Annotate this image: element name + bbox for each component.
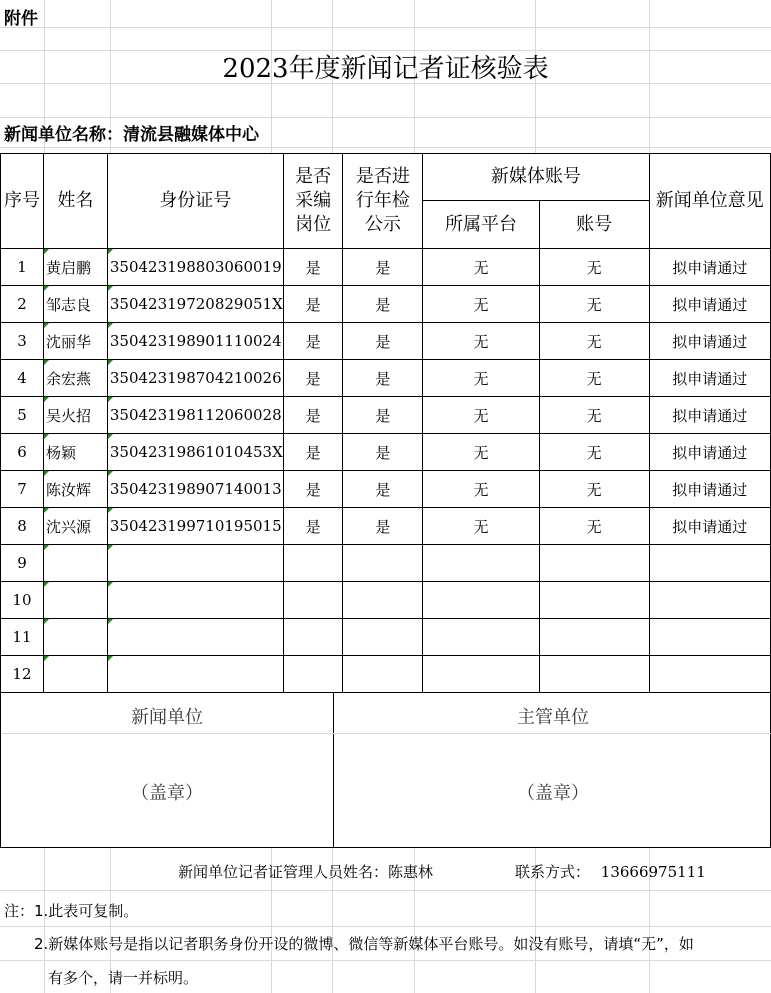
row-no: 6 bbox=[1, 434, 44, 471]
row-no: 12 bbox=[1, 656, 44, 693]
table-body bbox=[1, 249, 771, 693]
row-account bbox=[539, 656, 649, 693]
row-account: 无 bbox=[539, 434, 649, 471]
supervisor-unit-title: 主管单位 bbox=[517, 707, 589, 728]
row-account bbox=[539, 545, 649, 582]
row-name: 沈丽华 bbox=[43, 323, 107, 360]
row-post bbox=[283, 619, 343, 656]
row-platform: 无 bbox=[423, 471, 540, 508]
row-id-number: 350423199710195015 bbox=[107, 508, 283, 545]
row-post: 是 bbox=[283, 508, 343, 545]
table-row bbox=[1, 434, 771, 471]
table-row bbox=[1, 323, 771, 360]
news-unit-stamp: （盖章） bbox=[131, 783, 203, 804]
row-post: 是 bbox=[283, 471, 343, 508]
row-name: 邹志良 bbox=[43, 286, 107, 323]
row-name bbox=[43, 619, 107, 656]
row-name: 陈汝辉 bbox=[43, 471, 107, 508]
row-platform: 无 bbox=[423, 323, 540, 360]
row-account bbox=[539, 582, 649, 619]
row-publicity bbox=[343, 545, 423, 582]
row-opinion bbox=[649, 582, 770, 619]
row-publicity: 是 bbox=[343, 360, 423, 397]
row-post: 是 bbox=[283, 434, 343, 471]
row-publicity: 是 bbox=[343, 249, 423, 286]
row-post: 是 bbox=[283, 323, 343, 360]
row-opinion: 拟申请通过 bbox=[649, 397, 770, 434]
row-name: 杨颖 bbox=[43, 434, 107, 471]
row-no: 2 bbox=[1, 286, 44, 323]
row-name bbox=[43, 582, 107, 619]
row-post bbox=[283, 582, 343, 619]
row-name bbox=[43, 656, 107, 693]
row-publicity bbox=[343, 619, 423, 656]
table-row bbox=[1, 619, 771, 656]
row-name bbox=[43, 545, 107, 582]
row-opinion bbox=[649, 656, 770, 693]
header-no: 序号 bbox=[1, 154, 44, 249]
row-opinion: 拟申请通过 bbox=[649, 286, 770, 323]
table-row bbox=[1, 286, 771, 323]
row-platform: 无 bbox=[423, 397, 540, 434]
row-account: 无 bbox=[539, 471, 649, 508]
row-publicity bbox=[343, 582, 423, 619]
row-opinion: 拟申请通过 bbox=[649, 508, 770, 545]
row-publicity: 是 bbox=[343, 397, 423, 434]
row-post bbox=[283, 656, 343, 693]
row-platform: 无 bbox=[423, 360, 540, 397]
news-unit-title: 新闻单位 bbox=[131, 707, 203, 728]
row-no: 10 bbox=[1, 582, 44, 619]
row-opinion: 拟申请通过 bbox=[649, 434, 770, 471]
row-publicity bbox=[343, 656, 423, 693]
table-row bbox=[1, 471, 771, 508]
row-platform: 无 bbox=[423, 508, 540, 545]
row-publicity: 是 bbox=[343, 286, 423, 323]
table-row bbox=[1, 545, 771, 582]
row-id-number: 350423198704210026 bbox=[107, 360, 283, 397]
table-row bbox=[1, 582, 771, 619]
row-account bbox=[539, 619, 649, 656]
unit-name: 新闻单位名称：清流县融媒体中心 bbox=[4, 125, 259, 145]
row-no: 4 bbox=[1, 360, 44, 397]
row-account: 无 bbox=[539, 360, 649, 397]
row-post: 是 bbox=[283, 397, 343, 434]
row-account: 无 bbox=[539, 323, 649, 360]
header-media-accounts: 新媒体账号 bbox=[423, 154, 649, 201]
row-name: 余宏燕 bbox=[43, 360, 107, 397]
manager-line bbox=[178, 861, 433, 882]
row-no: 8 bbox=[1, 508, 44, 545]
row-no: 9 bbox=[1, 545, 44, 582]
note-1: 注：1.此表可复制。 bbox=[4, 902, 139, 920]
row-name: 吴火招 bbox=[43, 397, 107, 434]
row-opinion bbox=[649, 545, 770, 582]
row-id-number: 350423198907140013 bbox=[107, 471, 283, 508]
supervisor-unit-stamp: （盖章） bbox=[517, 783, 589, 804]
note-2-line-2: 有多个，请一并标明。 bbox=[48, 969, 199, 987]
row-publicity: 是 bbox=[343, 323, 423, 360]
attachment-label: 附件 bbox=[4, 9, 38, 29]
row-opinion: 拟申请通过 bbox=[649, 249, 770, 286]
row-id-number: 350423198901110024 bbox=[107, 323, 283, 360]
row-platform bbox=[423, 656, 540, 693]
row-id-number: 350423198803060019 bbox=[107, 249, 283, 286]
contact-line bbox=[515, 861, 706, 882]
row-no: 11 bbox=[1, 619, 44, 656]
row-account: 无 bbox=[539, 249, 649, 286]
row-platform: 无 bbox=[423, 434, 540, 471]
row-platform: 无 bbox=[423, 286, 540, 323]
row-no: 3 bbox=[1, 323, 44, 360]
row-id-number bbox=[107, 545, 283, 582]
row-publicity: 是 bbox=[343, 471, 423, 508]
row-platform bbox=[423, 582, 540, 619]
header-id: 身份证号 bbox=[107, 154, 283, 249]
table-row bbox=[1, 656, 771, 693]
row-opinion: 拟申请通过 bbox=[649, 360, 770, 397]
row-post: 是 bbox=[283, 360, 343, 397]
contact-label: 联系方式： bbox=[515, 863, 591, 881]
row-id-number bbox=[107, 656, 283, 693]
table-row bbox=[1, 249, 771, 286]
manager-label: 新闻单位记者证管理人员姓名： bbox=[178, 863, 389, 881]
header-publicity: 是否进行年检公示 bbox=[343, 154, 423, 249]
header-opinion: 新闻单位意见 bbox=[649, 154, 770, 249]
row-id-number bbox=[107, 619, 283, 656]
row-publicity: 是 bbox=[343, 434, 423, 471]
row-name: 黄启鹏 bbox=[43, 249, 107, 286]
row-account: 无 bbox=[539, 286, 649, 323]
contact-phone: 13666975111 bbox=[600, 863, 706, 881]
row-no: 7 bbox=[1, 471, 44, 508]
row-post: 是 bbox=[283, 249, 343, 286]
row-no: 5 bbox=[1, 397, 44, 434]
row-opinion bbox=[649, 619, 770, 656]
signature-block bbox=[0, 693, 771, 848]
page-title: 2023年度新闻记者证核验表 bbox=[222, 54, 549, 84]
row-post: 是 bbox=[283, 286, 343, 323]
row-id-number bbox=[107, 582, 283, 619]
table-row bbox=[1, 360, 771, 397]
row-name: 沈兴源 bbox=[43, 508, 107, 545]
header-account: 账号 bbox=[539, 201, 649, 249]
row-id-number: 35042319720829051X bbox=[107, 286, 283, 323]
row-platform bbox=[423, 545, 540, 582]
row-platform: 无 bbox=[423, 249, 540, 286]
row-no: 1 bbox=[1, 249, 44, 286]
header-name: 姓名 bbox=[43, 154, 107, 249]
row-opinion: 拟申请通过 bbox=[649, 323, 770, 360]
table-row bbox=[1, 508, 771, 545]
verification-table bbox=[0, 153, 771, 693]
manager-name: 陈惠林 bbox=[388, 863, 434, 881]
row-publicity: 是 bbox=[343, 508, 423, 545]
row-platform bbox=[423, 619, 540, 656]
row-account: 无 bbox=[539, 397, 649, 434]
row-account: 无 bbox=[539, 508, 649, 545]
row-id-number: 35042319861010453X bbox=[107, 434, 283, 471]
table-row bbox=[1, 397, 771, 434]
header-platform: 所属平台 bbox=[423, 201, 540, 249]
row-post bbox=[283, 545, 343, 582]
row-opinion: 拟申请通过 bbox=[649, 471, 770, 508]
note-2-line-1: 2.新媒体账号是指以记者职务身份开设的微博、微信等新媒体平台账号。如没有账号，请填“无”，如 bbox=[34, 935, 694, 953]
row-id-number: 350423198112060028 bbox=[107, 397, 283, 434]
header-post: 是否采编岗位 bbox=[283, 154, 343, 249]
